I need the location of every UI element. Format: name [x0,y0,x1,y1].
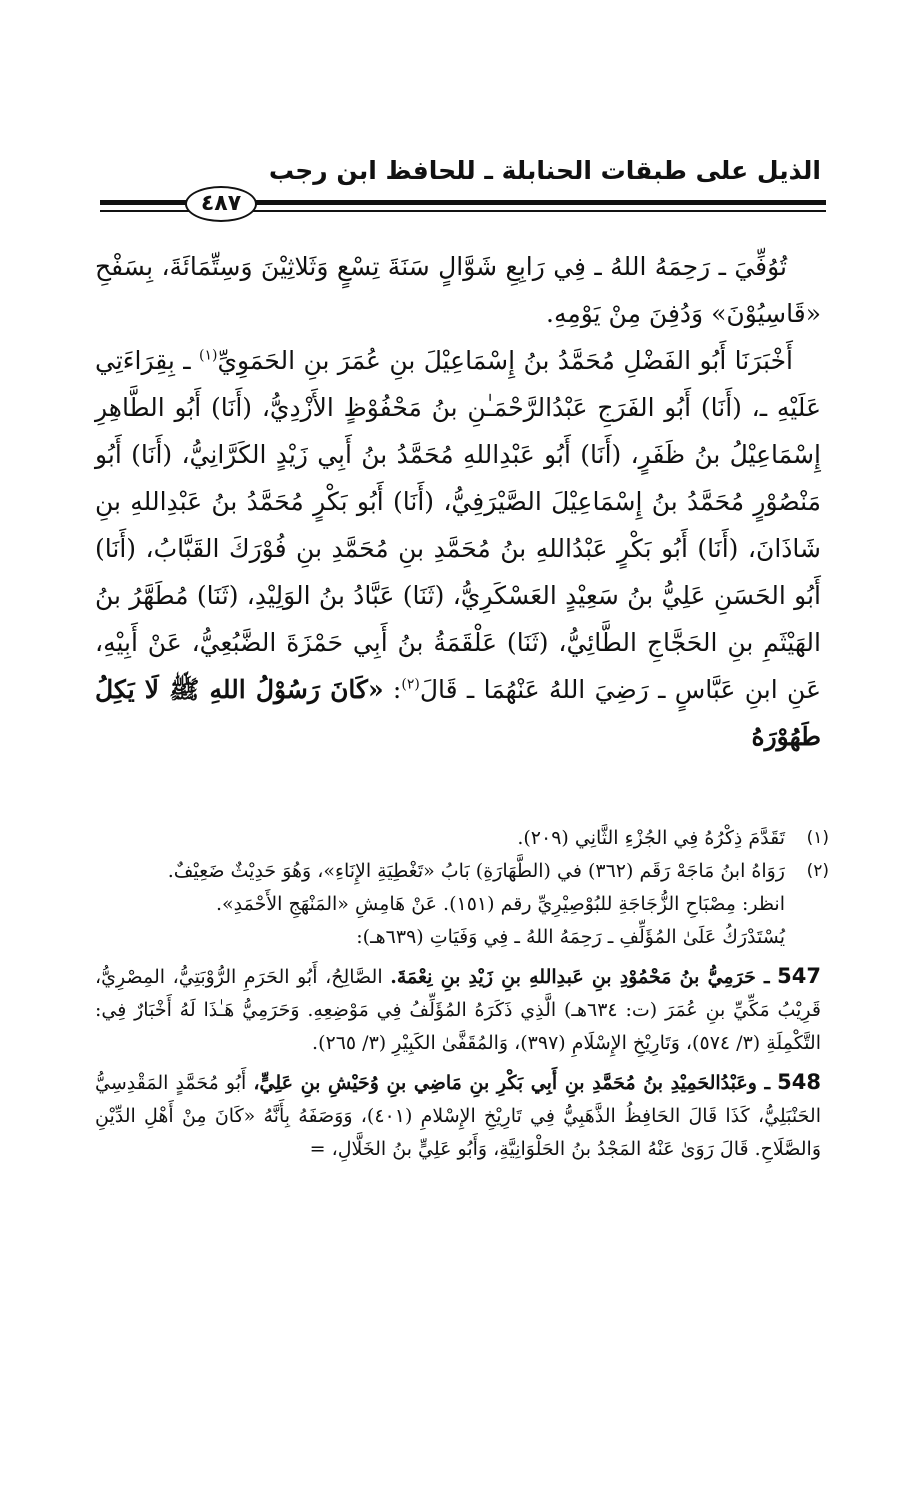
entry-name: ـ وعَبْدُالحَمِيْدِ بنُ مُحَمَّدِ بنِ أَبِي بَكْرِ بنِ مَاضِي بنِ وُحَيْشِ بنِ عَلِيٍّ، [253,1072,771,1094]
biography-entry-548 [95,1066,829,1166]
footnote-number: (١) [806,828,829,848]
hadith-text: «كَانَ رَسُوْلُ اللهِ ﷺ لَا يَكِلُ طَهُوْرَهُ [95,675,821,751]
entry-text: الصَّالِحُ، أَبُو الحَرَمِ الرُّوْبَتِيُّ، المِصْرِيُّ، قَرِيْبُ مَكِّيِّ بنِ عُمَرَ (ت: ٦٣٤هـ) الَّذِي ذَكَرَهُ المُؤَلِّفُ فِي مَوْضِعِهِ. وَحَرَمِيُّ هَـٰذَا لَهُ أَخْبَارٌ فِي: التَّكْمِلَةِ (٣/ ٥٧٤)، وَتَارِيْخِ الإِسْلَامِ (٣٩٧)، وَالمُقَفَّىٰ الكَبِيْرِ (٣/ ٢٦٥). [95,966,821,1054]
entry-text: أَبُو مُحَمَّدٍ المَقْدِسِيُّ الحَنْبَلِيُّ، كَذَا قَالَ الحَافِظُ الذَّهَبِيُّ فِي تَارِيْخِ الإِسْلامِ (٤٠١)، وَوَصَفَهُ بِأَنَّهُ «كَانَ مِنْ أَهْلِ الدِّيْنِ وَالصَّلَاحِ. قَالَ رَوَىٰ عَنْهُ المَجْدُ بنُ الحَلْوَانِيَّةِ، وَأَبُو عَلِيٍّ بنُ الخَلَّالِ، = [95,1072,821,1160]
footnote-text: رَوَاهُ ابنُ مَاجَهْ رَقَم (٣٦٢) في (الطَّهَارَةِ) بَابُ «تَغْطِيَةِ الإِنَاءِ»، وَهُوَ حَدِيْثٌ ضَعِيْفٌ. [167,860,785,882]
entry-number: 548 [777,1070,822,1094]
footnotes [95,822,829,1166]
footnote-marker-1[interactable]: (١) [198,347,218,364]
isnad-colon: : [383,675,402,704]
isnad-opening: أَخْبَرَنَا أَبُو الفَضْلِ مُحَمَّدُ بنُ إِسْمَاعِيْلَ بنِ عُمَرَ بنِ الحَمَوِيِّ [217,346,793,375]
running-head [95,150,821,190]
footnote-2-source-line: انظر: مِصْبَاحِ الزُّجَاجَةِ للبُوْصِيْرِيِّ رقم (١٥١). عَنْ هَامِشِ «المَنْهَجِ الأَحْمَدِ». [215,893,785,915]
isnad-chain: ـ بِقِرَاءَتِي عَلَيْهِ ـ، (أَنَا) أَبُو الفَرَجِ عَبْدُالرَّحْمَـٰنِ بنُ مَحْفُوْظٍ الأَزْدِيُّ، (أَنَا) أَبُو الطَّاهِرِ إِسْمَاعِيْلُ بنُ ظَفَرٍ، (أَنَا) أَبُو عَبْدِاللهِ مُحَمَّدُ بنُ أَبِي زَيْدٍ الكَرَّانِيُّ، (أَنَا) أَبُو مَنْصُوْرٍ مُحَمَّدُ بنُ إِسْمَاعِيْلَ الصَّيْرَفِيُّ، (أَنَا) أَبُو بَكْرٍ مُحَمَّدُ بنُ عَبْدِاللهِ بنِ شَاذَانَ، (أَنَا) أَبُو بَكْرٍ عَبْدُاللهِ بنُ مُحَمَّدِ بنِ مُحَمَّدِ بنِ فُوْرَكَ القَبَّابُ، (أَنَا) أَبُو الحَسَنِ عَلِيُّ بنُ سَعِيْدٍ العَسْكَرِيُّ، (ثَنَا) عَبَّادُ بنُ الوَلِيْدِ، (ثَنَا) مُطَهَّرُ بنُ الهَيْثَمِ بنِ الحَجَّاجِ الطَّائِيُّ، (ثَنَا) عَلْقَمَةُ بنُ أَبِي حَمْزَةَ الضَّبُعِيُّ، عَنْ أَبِيْهِ، عَنِ ابنِ عَبَّاسٍ ـ رَضِيَ اللهُ عَنْهُمَا ـ قَالَ [95,346,821,704]
running-title: الذيل على طبقات الحنابلة ـ للحافظ ابن رجب [268,155,821,185]
footnote-text: تَقَدَّمَ ذِكْرُهُ فِي الجُزْءِ الثَّانِي (٢٠٩). [517,827,785,849]
footnote-number: (٢) [806,861,829,881]
footnote-2 [95,855,829,888]
biography-entry-547 [95,960,829,1060]
footnote-marker-2[interactable]: (٢) [401,676,420,693]
addendum-heading: يُسْتَدْرَكُ عَلَىٰ المُؤَلِّفِ ـ رَحِمَهُ اللهُ ـ فِي وَفَيَاتِ (٦٣٩هـ): [356,926,785,948]
entry-number: 547 [777,964,822,988]
main-text [95,243,821,760]
page-number: ٤٨٧ [200,191,242,216]
footnote-1 [95,822,829,855]
page-number-frame [185,186,257,222]
paragraph-death-note: تُوُفِّيَ ـ رَحِمَهُ اللهُ ـ فِي رَابِعِ شَوَّالٍ سَنَةَ تِسْعٍ وَثَلاثِيْنَ وَسِتِّمَائَةَ، بِسَفْحِ «قَاسِيُوْنَ» وَدُفِنَ مِنْ يَوْمِهِ. [95,252,821,328]
entry-name: ـ حَرَمِيُّ بنُ مَحْمُوْدِ بنِ عَبدِاللهِ بنِ زَيْدِ بنِ نِعْمَةَ. [390,966,770,988]
paragraph-isnad [95,337,821,760]
